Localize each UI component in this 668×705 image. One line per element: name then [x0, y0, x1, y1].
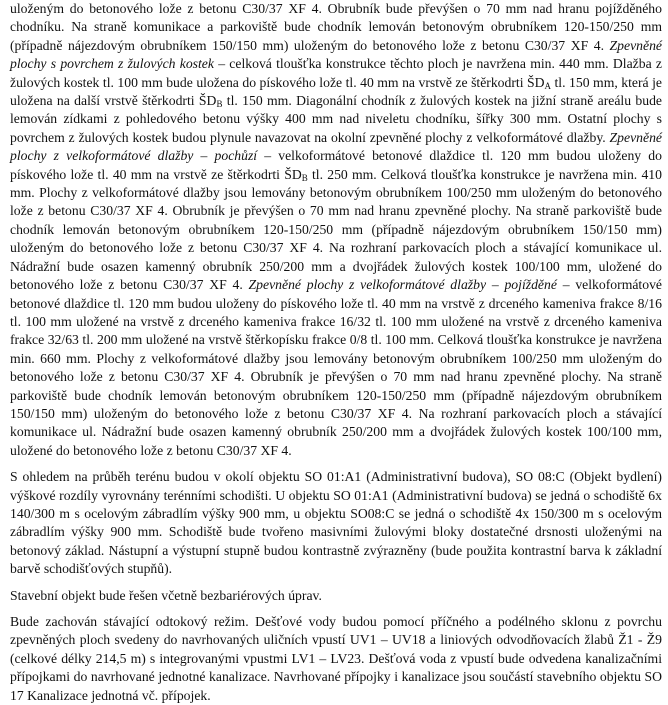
body-text: – velkoformátové betonové dlaždice tl. 120 mm budou uloženy do pískového lože tl. 40 mm na vrstvě ze štěrkodrti ŠD [10, 148, 662, 182]
subscript-text: A [544, 80, 552, 91]
paragraph-drainage [10, 613, 662, 705]
subscript-text: B [301, 172, 308, 183]
body-text: Stavební objekt bude řešen včetně bezbariérových úprav. [10, 587, 322, 603]
paragraph-terrain-stairs [10, 468, 662, 578]
paragraph-barrier-free [10, 587, 662, 605]
body-text: Bude zachován stávající odtokový režim. Dešťové vody budou pomocí příčného a podélného sklonu z povrchu zpevněných ploch svedeny do navrhovaných uličních vpustí UV1 – UV18 a liniových odvodňovacích žlabů Ž1 - Ž9 (celkové délky 214,5 m) s integrovanými vpustmi LV1 – LV23. Dešťová voda z vpustí bude odvedena kanalizačními přípojkami do navrhované jednotné kanalizace. Navrhované přípojky i kanalizace jsou součástí stavebního objektu SO 17 Kanalizace jednotná vč. přípojek. [10, 614, 662, 703]
body-text: S ohledem na průběh terénu budou v okolí objektu SO 01:A1 (Administrativní budova), SO 08:C (Objekt bydlení) výškové rozdíly vyrovnány terénními schodišti. U objektu SO 01:A1 (Administrativní budova) se jedná o schodiště 6x 140/300 m s ocelovým zábradlím výšky 900 mm, u objektu SO08:C se jedná o schodiště 4x 150/300 m s ocelovým zábradlím výšky 900 mm. Schodiště bude tvořeno masivními žulovými bloky dostatečné drsnosti uloženými na betonový základ. Nástupní a výstupní stupně budou kontrastně zvýrazněny (bude použita kontrastní barva k základní barvě schodišťových stupňů). [10, 469, 662, 577]
subscript-text: B [216, 99, 223, 110]
paragraph-paving-structures [10, 0, 662, 460]
body-text: tl. 250 mm. Celková tloušťka konstrukce je navržena min. 410 mm. Plochy z velkoformátové dlažby jsou lemovány betonovým obrubníkem 100/250 mm uloženým do betonového lože z betonu C30/37 XF 4. Obrubník je převýšen o 70 mm nad hranu zpevněné plochy. Na straně parkoviště bude chodník lemován betonovým obrubníkem 120-150/250 mm (případně nájezdovým obrubníkem 150/150 mm) uloženým do betonového lože z betonu C30/37 XF 4. Na rozhraní parkovacích ploch a stávající komunikace ul. Nádražní bude osazen kamenný obrubník 250/200 mm a dvojřádek žulových kostek 100/100 mm, uložené do betonového lože z betonu C30/37 XF 4. [10, 166, 662, 293]
body-text: – celková tloušťka konstrukce těchto ploch je navržena min. 440 mm. Dlažba z žulových kostek tl. 100 mm bude uložena do pískového lože tl. 40 mm na vrstvě ze štěrkodrti ŠD [10, 56, 662, 90]
body-text: tl. 150 mm, která je uložena na další vrstvě štěrkodrti ŠD [10, 74, 662, 109]
italic-heading-text: Zpevněné plochy z velkoformátové dlažby – pojížděné [248, 277, 557, 293]
italic-heading-text: Zpevněné plochy z velkoformátové dlažby – pochůzí [10, 129, 662, 164]
body-text: tl. 150 mm. Diagonální chodník z žulových kostek na jižní straně areálu bude lemován zídkami z pohledového betonu výšky 400 mm nad niveletu chodníku, šířky 300 mm. Ostatní plochy s povrchem z žulových kostek budou plynule navazovat na okolní zpevněné plochy z velkoformátové dlažby. [10, 93, 662, 145]
body-text: – velkoformátové betonové dlaždice tl. 120 mm budou uloženy do pískového lože tl. 40 mm na vrstvě z drceného kameniva frakce 8/16 tl. 100 mm uložené na vrstvě z drceného kameniva frakce 16/32 tl. 100 mm uložené na vrstvě z drceného kameniva frakce 32/63 tl. 200 mm uložené na vrstvě štěrkopísku frakce 0/8 tl. 100 mm. Celková tloušťka konstrukce je navržena min. 660 mm. Plochy z velkoformátové dlažby jsou lemovány betonovým obrubníkem 100/250 mm uloženým do betonového lože z betonu C30/37 XF 4. Obrubník je převýšen o 70 mm nad hranu zpevněné plochy. Na straně parkoviště bude chodník lemován betonovým obrubníkem 120-150/250 mm (případně nájezdovým obrubníkem 150/150 mm) uloženým do betonového lože z betonu C30/37 XF 4. Na rozhraní parkovacích ploch a stávající komunikace ul. Nádražní bude osazen kamenný obrubník 250/200 mm a dvojřádek žulových kostek 100/100 mm, uložené do betonového lože z betonu C30/37 XF 4. [10, 277, 662, 458]
body-text: uloženým do betonového lože z betonu C30/37 XF 4. Obrubník bude převýšen o 70 mm nad hranu pojížděného chodníku. Na straně komunikace a parkoviště bude chodník lemován betonovým obrubníkem 120-150/250 mm (případně nájezdovým obrubníkem 150/150 mm) uloženým do betonového lože z betonu C30/37 XF 4. [10, 1, 662, 53]
italic-heading-text: Zpevněné plochy s povrchem z žulových kostek [10, 37, 662, 72]
